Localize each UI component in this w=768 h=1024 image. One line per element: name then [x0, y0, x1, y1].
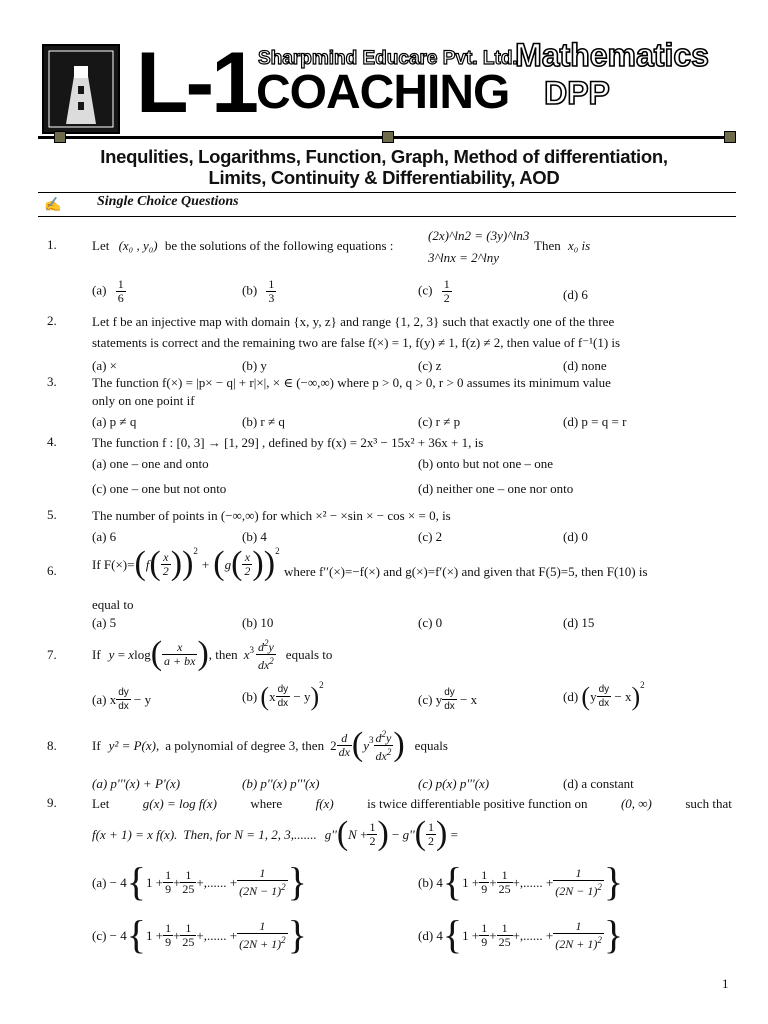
q3-option-b: (b) r ≠ q	[242, 414, 285, 429]
series-title: DPP	[544, 75, 610, 111]
q2-option-c: (c) z	[418, 358, 442, 373]
q3-option-a: (a) p ≠ q	[92, 414, 137, 429]
q7-option-c: (c) y $\frac{dy}{dx}$ − x	[418, 686, 478, 712]
question-number: 8.	[47, 738, 57, 753]
q1-then: Then	[534, 238, 561, 253]
q6-option-d: (d) 15	[563, 615, 595, 630]
q4-line-1: The function f : [0, 3] → [1, 29] , defined by f(x) = 2x³ − 15x² + 36x + 1, is	[92, 435, 484, 450]
q9-option-d: (d) 4 { 1 + $\frac{1}{9}$ + $\frac{1}{25}$ +,...... + $\frac{1}{(2N + 1)^2}$ }	[418, 912, 624, 957]
q8-formula: If y² = P(x), a polynomial of degree 3, then 2 $\frac{d}{dx}$ ( y $^3$ $\frac{d^2y}{dx^2}$ ) equals	[92, 726, 448, 763]
q3-line-1: The function f(×) = |p× − q| + r|×|, × ∈ (−∞,∞) where p > 0, q > 0, r > 0 assumes its minimum value	[92, 375, 611, 390]
brand-subtitle: Sharpmind Educare Pvt. Ltd.	[258, 48, 518, 69]
section-title: Single Choice Questions	[97, 194, 239, 209]
q1-option-d: (d) 6	[563, 287, 588, 302]
q6-formula: If F(×)= ( f ( $\frac{x}{2}$ ) ) $^2$ + ( g ( $\frac{x}{2}$ ) ) $^2$	[92, 545, 280, 582]
question-number: 4.	[47, 434, 57, 449]
q1-x0: x₀ is	[567, 238, 591, 253]
q1-pair: (x₀ , y₀)	[118, 238, 158, 253]
q5-option-d: (d) 0	[563, 529, 588, 544]
page-number: 1	[722, 976, 729, 991]
q1-equation-1: (2x)^ln2 = (3y)^ln3	[428, 228, 530, 243]
question-number: 3.	[47, 374, 57, 389]
q5-option-a: (a) 6	[92, 529, 117, 544]
q3-line-2: only on one point if	[92, 393, 195, 408]
q6-option-b: (b) 10	[242, 615, 274, 630]
q1-text: be the solutions of the following equations :	[164, 238, 394, 253]
q7-option-b: (b) ( x $\frac{dy}{dx}$ − y ) $^2$	[242, 680, 324, 711]
question-number: 1.	[47, 237, 57, 252]
q1-option-a: (a) $\frac{1}{6}$	[92, 277, 124, 305]
q9-option-c: (c) − 4 { 1 + $\frac{1}{9}$ + $\frac{1}{25}$ +,...... + $\frac{1}{(2N + 1)^2}$ }	[92, 912, 307, 957]
q6-line-2: equal to	[92, 597, 134, 612]
q5-option-b: (b) 4	[242, 529, 267, 544]
q2-option-d: (d) none	[563, 358, 607, 373]
rule-marker-right	[724, 131, 736, 143]
q4-option-c: (c) one – one but not onto	[92, 481, 227, 496]
topic-line-2: Limits, Continuity & Differentiability, AOD	[208, 167, 560, 188]
q9-line-2: f(x + 1) = x f(x). Then, for N = 1, 2, 3,....... g'' ( N + $\frac{1}{2}$ ) − g'' ( $\frac{1}{2}$ ) =	[92, 815, 458, 852]
q7-option-a: (a) x $\frac{dy}{dx}$ − y	[92, 686, 152, 712]
q8-option-c: (c) p(x) p'''(x)	[418, 776, 490, 791]
q4-option-b: (b) onto but not one – one	[418, 456, 554, 471]
q4-option-a: (a) one – one and onto	[92, 456, 209, 471]
q1-equation-2: 3^lnx = 2^lny	[428, 250, 500, 265]
q7-formula: If y = x log ( $\frac{x}{a + bx}$ ) , then x $^3$ $\frac{d^2y}{dx^2}$ equals to	[92, 635, 333, 672]
q2-option-b: (b) y	[242, 358, 267, 373]
section-rule-top	[38, 192, 736, 193]
q3-option-c: (c) r ≠ p	[418, 414, 461, 429]
rule-marker-center	[382, 131, 394, 143]
q7-option-d: (d) ( y $\frac{dy}{dx}$ − x ) $^2$	[563, 680, 645, 711]
question-number: 2.	[47, 313, 57, 328]
q9-option-b: (b) 4 { 1 + $\frac{1}{9}$ + $\frac{1}{25}$ +,...... + $\frac{1}{(2N - 1)^2}$ }	[418, 859, 624, 904]
question-number: 5.	[47, 507, 57, 522]
q9-option-a: (a) − 4 { 1 + $\frac{1}{9}$ + $\frac{1}{25}$ +,...... + $\frac{1}{(2N - 1)^2}$ }	[92, 859, 307, 904]
q1-option-b: (b) $\frac{1}{3}$	[242, 277, 275, 305]
q6-option-a: (a) 5	[92, 615, 117, 630]
q2-line-2: statements is correct and the remaining two are false f(×) = 1, f(y) ≠ 1, f(z) ≠ 2, then value of f⁻¹(1) is	[92, 335, 621, 350]
brand-main: L-1	[136, 35, 256, 131]
q5-line-1: The number of points in (−∞,∞) for which ×² − ×sin × − cos × = 0, is	[92, 508, 451, 523]
subject-title: Mathematics	[515, 37, 709, 73]
q8-option-a: (a) p'''(x) + P'(x)	[92, 776, 181, 791]
topic-line-1: Inequlities, Logarithms, Function, Graph, Method of differentiation,	[100, 146, 668, 167]
section-rule-bottom	[38, 216, 736, 217]
q6-text: where f′′(×)=−f(×) and g(×)=f′(×) and given that F(5)=5, then F(10) is	[284, 564, 648, 579]
q1-option-c: (c) $\frac{1}{2}$	[418, 277, 450, 305]
q1-let: Let	[92, 238, 110, 253]
question-number: 9.	[47, 795, 57, 810]
q3-option-d: (d) p = q = r	[563, 414, 627, 429]
brand-coaching: COACHING	[256, 66, 510, 119]
q2-line-1: Let f be an injective map with domain {x, y, z} and range {1, 2, 3} such that exactly one of the three	[92, 314, 615, 329]
pencil-icon: ✍	[44, 198, 62, 213]
q4-option-d: (d) neither one – one nor onto	[418, 481, 574, 496]
q6-option-c: (c) 0	[418, 615, 443, 630]
question-number: 7.	[47, 647, 57, 662]
q8-option-b: (b) p''(x) p'''(x)	[242, 776, 320, 791]
q5-option-c: (c) 2	[418, 529, 443, 544]
q2-option-a: (a) ×	[92, 358, 118, 373]
question-number: 6.	[47, 563, 57, 578]
q9-line-1: Let g(x) = log f(x) where f(x) is twice differentiable positive function on (0, ∞) such that	[92, 796, 732, 811]
q8-option-d: (d) a constant	[563, 776, 634, 791]
rule-marker-left	[54, 131, 66, 143]
institute-logo	[42, 44, 120, 134]
